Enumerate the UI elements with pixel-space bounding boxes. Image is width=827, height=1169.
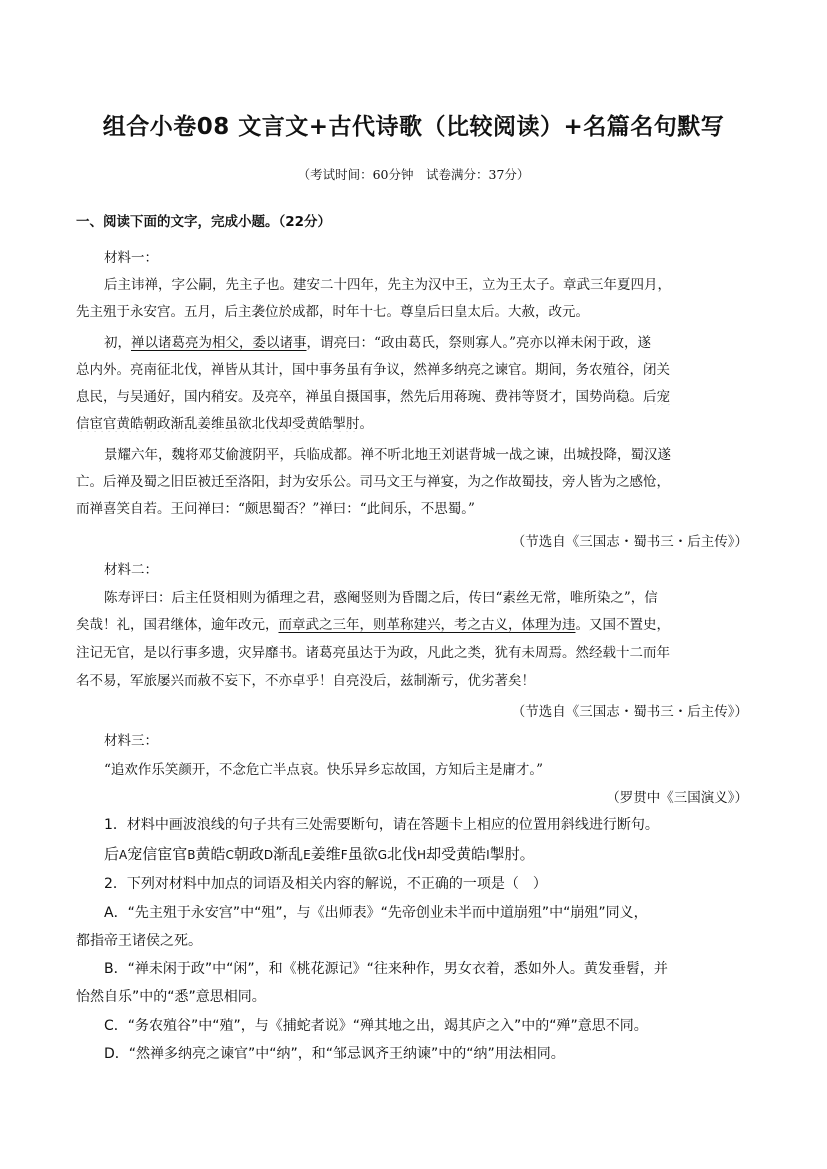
break-mark: F xyxy=(340,848,348,862)
paragraph-line: 而禅喜笑自若。王问禅曰：“颇思蜀否？”禅曰：“此间乐，不思蜀。” xyxy=(76,501,475,517)
option-c: C．“务农殖谷”中“殖”，与《捕蛇者说》“殚其地之出，竭其庐之入”中的“殚”意思不同。 xyxy=(104,1018,648,1034)
text-span: 息民，与吴通好，国内稍安。及亮卒，禅虽自摄国事，然先后用蒋琬、费祎等贤才，国势尚稳。 xyxy=(76,389,643,405)
paragraph-line: 注记无官，是以行事多遗，灾异靡书。诸葛亮虽达于为政，凡此之类，犹有未周焉。然经载十二而年 xyxy=(76,645,670,661)
poem-line: “追欢作乐笑颜开，不念危亡半点哀。快乐异乡忘故国，方知后主是庸才。” xyxy=(104,762,544,778)
source-citation: （节选自《三国志・蜀书三・后主传》） xyxy=(511,704,748,720)
wavy-underlined-text: 后宠 xyxy=(643,389,670,405)
text-span: 北伐 xyxy=(387,845,418,863)
question-2: 2．下列对材料中加点的词语及相关内容的解说，不正确的一项是（ ） xyxy=(104,876,547,892)
question-1: 1．材料中画波浪线的句子共有三处需要断句，请在答题卡上相应的位置用斜线进行断句。 xyxy=(104,817,659,833)
option-d: D．“然禅多纳亮之谏官”中“纳”，和“邹忌讽齐王纳谏”中的“纳”用法相同。 xyxy=(104,1046,565,1062)
source-citation: （节选自《三国志・蜀书三・后主传》） xyxy=(511,534,748,550)
option-a: A．“先主殂于永安宫”中“殂”，与《出师表》“先帝创业未半而中道崩殂”中“崩殂”同义， xyxy=(104,905,648,921)
break-mark: H xyxy=(417,848,427,862)
text-span: 渐乱 xyxy=(273,845,304,863)
material-3-heading: 材料三： xyxy=(104,733,158,749)
paragraph-line: 后主讳禅，字公嗣，先主子也。建安二十四年，先主为汉中王，立为王太子。章武三年夏四月， xyxy=(104,277,671,293)
option-b-continued: 怡然自乐”中的“悉”意思相同。 xyxy=(76,989,266,1005)
material-2-heading: 材料二： xyxy=(104,562,158,578)
break-mark: E xyxy=(303,848,311,862)
text-span: 初， xyxy=(104,335,131,351)
text-span: 虽欲 xyxy=(347,845,378,863)
break-mark: C xyxy=(225,848,234,862)
text-span: 矣哉！礼，国君继体，逾年改元， xyxy=(76,617,279,633)
text-span: 掣肘。 xyxy=(489,845,535,863)
paragraph-line: 陈寿评曰：后主任贤相则为循理之君，惑阉竖则为昏闇之后，传曰“素丝无常，唯所染之”，信 xyxy=(104,590,658,606)
paragraph-line: 亡。后禅及蜀之旧臣被迁至洛阳，封为安乐公。司马文王与禅宴，为之作故蜀技，旁人皆为之感怆， xyxy=(76,474,670,490)
option-a-continued: 都指帝王诸侯之死。 xyxy=(76,933,202,949)
paragraph-line: 先主殂于永安宫。五月，后主袭位於成都，时年十七。尊皇后曰皇太后。大赦，改元。 xyxy=(76,304,589,320)
page-title: 组合小卷08 文言文+古代诗歌（比较阅读）+名篇名句默写 xyxy=(102,114,725,140)
paragraph-line xyxy=(76,613,748,633)
break-mark: A xyxy=(119,848,128,862)
material-1-heading: 材料一： xyxy=(104,250,158,266)
paragraph-line xyxy=(76,412,748,432)
question-1-sentence xyxy=(104,843,748,864)
underlined-text: 而章武之三年，则革称建兴，考之古义，体理为违 xyxy=(278,617,576,633)
paragraph-line: 景耀六年，魏将邓艾偷渡阴平，兵临成都。禅不听北地王刘谌背城一战之谏，出城投降，蜀汉遂 xyxy=(104,447,671,463)
text-span: 却受黄皓 xyxy=(426,845,487,863)
option-b: B．“禅未闲于政”中“闲”，和《桃花源记》“往来种作，男女衣着，悉如外人。黄发垂髫，并 xyxy=(104,961,668,977)
text-span: 后 xyxy=(104,845,120,863)
paragraph-line: 总内外。亮南征北伐，禅皆从其计，国中事务虽有争议，然禅多纳亮之谏官。期间，务农殖谷，闭关 xyxy=(76,362,670,378)
break-mark: I xyxy=(486,848,490,862)
break-mark: B xyxy=(187,848,196,862)
break-mark: G xyxy=(377,848,388,862)
text-span: 。又国不置史， xyxy=(575,617,670,633)
text-span: 黄皓 xyxy=(195,845,226,863)
paragraph-line xyxy=(76,385,748,405)
text-span: 姜维 xyxy=(310,845,341,863)
paragraph-line xyxy=(104,331,748,351)
break-mark: D xyxy=(263,848,274,862)
exam-info: （考试时间：60分钟 试卷满分：37分） xyxy=(297,167,530,182)
paragraph-line: 名不易，军旅屡兴而赦不妄下，不亦卓乎！自亮没后，兹制渐亏，优劣著矣！ xyxy=(76,673,535,689)
text-span: ，谓亮曰：“政由葛氏，祭则寡人。”亮亦以禅未闲于政，遂 xyxy=(306,335,652,351)
source-citation: （罗贯中《三国演义》） xyxy=(606,790,748,806)
text-span: 朝政 xyxy=(233,845,264,863)
text-span: 宠信宦官 xyxy=(127,845,188,863)
underlined-text: 禅以诸葛亮为相父，委以诸事 xyxy=(131,335,307,351)
section-heading: 一、阅读下面的文字，完成小题。（22分） xyxy=(76,214,332,230)
wavy-underlined-text: 信宦官黄皓朝政渐乱姜维虽欲北伐却受黄皓掣肘 xyxy=(76,416,360,432)
text-span: 。 xyxy=(359,416,373,432)
